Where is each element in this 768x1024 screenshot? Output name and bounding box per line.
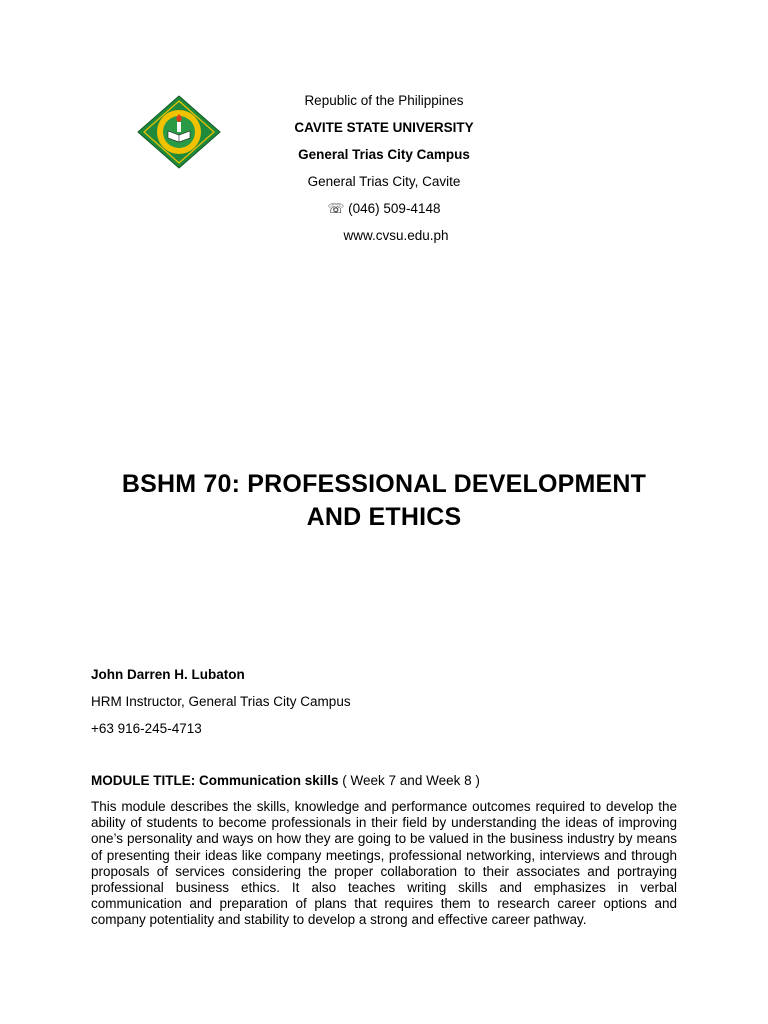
module-description: This module describes the skills, knowledge and performance outcomes required to develop the ability of students to become professionals in their field by understanding the ideas of improving one’s personality and ways on how they are going to be valued in the business industry by means of presenting their ideas like company meetings, professional networking, interviews and through proposals of services considering the proper collaboration to their associates and portraying professional business ethics. It also teaches writing skills and emphasizes in verbal communication and preparation of plans that requires them to research career options and company potentiality and stability to develop a strong and effective career pathway. [91, 799, 677, 928]
author-position: HRM Instructor, General Trias City Campus [91, 694, 351, 709]
author-phone: +63 916-245-4713 [91, 721, 202, 736]
campus-name: General Trias City Campus [298, 147, 470, 162]
university-header [234, 91, 534, 253]
course-title [60, 468, 708, 534]
republic-line: Republic of the Philippines [304, 93, 464, 108]
campus-city: General Trias City, Cavite [307, 174, 461, 189]
course-title-line-1: BSHM 70: PROFESSIONAL DEVELOPMENT [121, 470, 647, 498]
module-title-label: MODULE TITLE: [91, 773, 199, 788]
campus-phone: ☏ (046) 509-4148 [327, 201, 441, 216]
course-title-line-2: AND ETHICS [306, 503, 462, 531]
university-name: CAVITE STATE UNIVERSITY [294, 120, 474, 135]
author-block [91, 665, 351, 746]
university-seal-icon [137, 95, 221, 169]
module-weeks: ( Week 7 and Week 8 ) [338, 773, 480, 788]
author-name: John Darren H. Lubaton [91, 667, 245, 682]
university-website[interactable]: www.cvsu.edu.ph [343, 228, 449, 243]
module-title-name: Communication skills [199, 773, 339, 788]
module-title [91, 771, 480, 790]
